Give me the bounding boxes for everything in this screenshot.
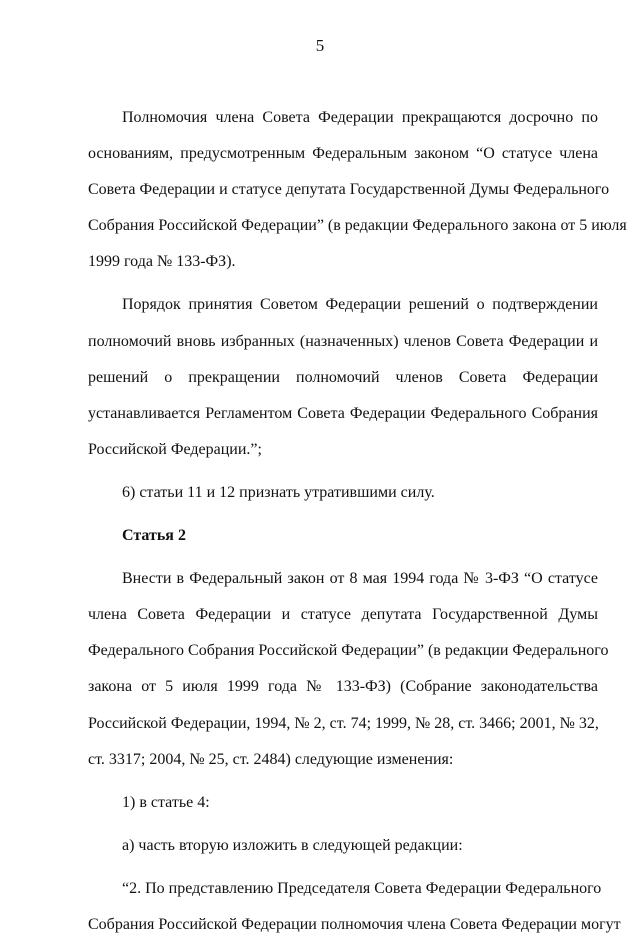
text-line: Собрания Российской Федерации полномочия члена Совета Федерации могут xyxy=(88,915,621,933)
paragraph-item-6 xyxy=(88,475,598,511)
text-line: Федерального Собрания Российской Федерации” (в редакции Федерального xyxy=(88,642,609,660)
paragraph-quoted-part-2 xyxy=(88,871,621,943)
text-line: 1999 года № 133-ФЗ). xyxy=(88,253,236,271)
paragraph-item-a xyxy=(88,828,598,864)
article-heading: Статья 2 xyxy=(122,527,186,545)
text-line: 6) статьи 11 и 12 признать утратившими силу. xyxy=(122,483,435,501)
text-line: ст. 3317; 2004, № 25, ст. 2484) следующие изменения: xyxy=(88,750,454,768)
paragraph-early-termination xyxy=(88,100,627,280)
text-line: решений о прекращении полномочий членов Совета Федерации xyxy=(88,368,598,386)
text-line: Российской Федерации.”; xyxy=(88,440,262,458)
text-line: “2. По представлению Председателя Совета Федерации Федерального xyxy=(122,879,602,897)
page-number: 5 xyxy=(315,36,325,55)
text-line: члена Совета Федерации и статусе депутата Государственной Думы xyxy=(88,606,598,624)
text-line: Порядок принятия Советом Федерации решений о подтверждении xyxy=(122,296,598,314)
text-line: Российской Федерации, 1994, № 2, ст. 74; 1999, № 28, ст. 3466; 2001, № 32, xyxy=(88,714,599,732)
text-line: устанавливается Регламентом Совета Федерации Федерального Собрания xyxy=(88,404,598,422)
text-line: полномочий вновь избранных (назначенных) членов Совета Федерации и xyxy=(88,332,598,350)
document-body xyxy=(88,100,627,943)
text-line: Совета Федерации и статусе депутата Государственной Думы Федерального xyxy=(88,181,610,199)
paragraph-item-1 xyxy=(88,785,598,821)
text-line: Собрания Российской Федерации” (в редакции Федерального закона от 5 июля xyxy=(88,217,627,235)
text-line: Внести в Федеральный закон от 8 мая 1994 года № 3-ФЗ “О статусе xyxy=(122,570,598,588)
text-line: 1) в статье 4: xyxy=(122,793,210,811)
text-line: основаниям, предусмотренным Федеральным законом “О статусе члена xyxy=(88,145,598,163)
paragraph-procedure xyxy=(88,287,598,467)
text-line: а) часть вторую изложить в следующей редакции: xyxy=(122,836,463,854)
text-line: Полномочия члена Совета Федерации прекращаются досрочно по xyxy=(122,109,598,126)
text-line: закона от 5 июля 1999 года № 133-ФЗ) (Собрание законодательства xyxy=(88,678,598,696)
paragraph-amendments xyxy=(88,561,609,778)
